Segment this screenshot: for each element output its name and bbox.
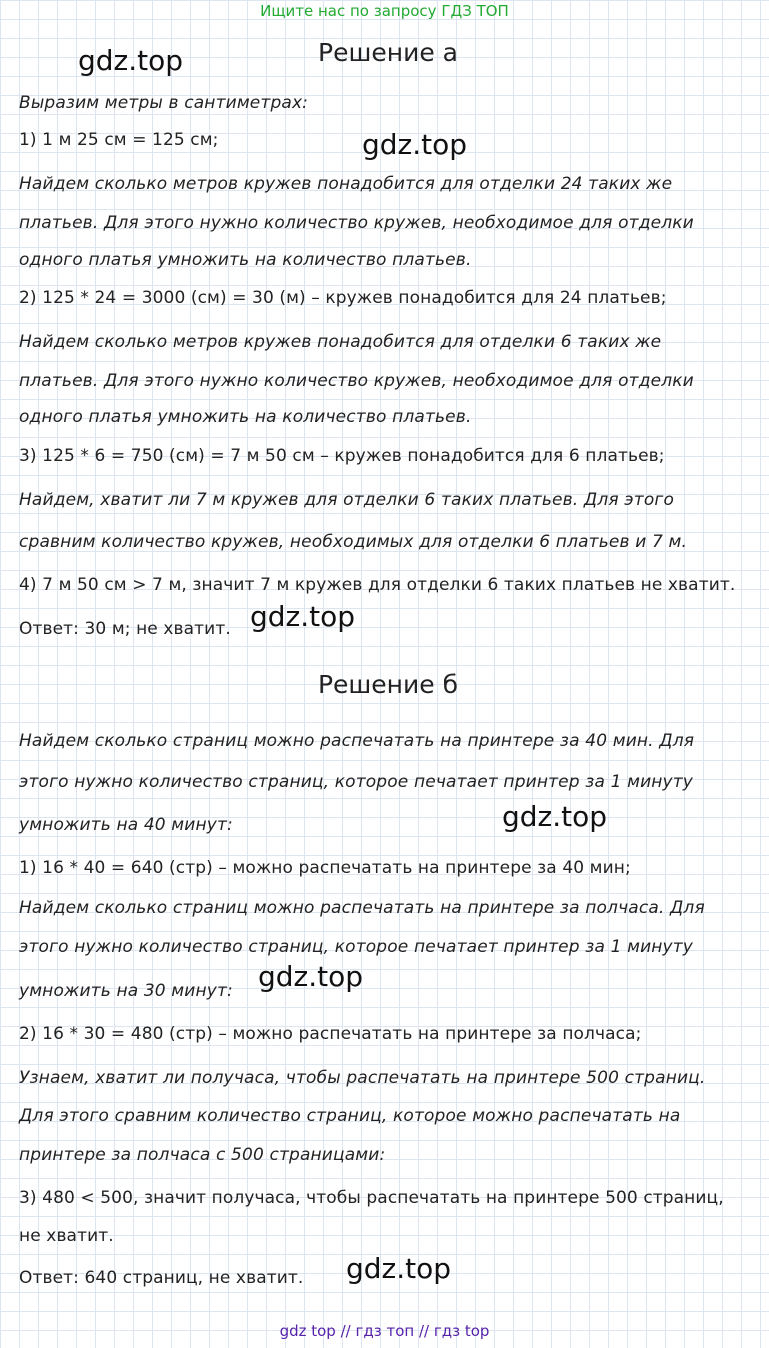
solution-line: Найдем сколько метров кружев понадобится для отделки 24 таких же [19, 174, 673, 194]
solution-line: Найдем сколько страниц можно распечатать на принтере за полчаса. Для [19, 898, 705, 918]
solution-line: умножить на 30 минут: [19, 981, 233, 1001]
watermark: gdz.top [250, 600, 356, 633]
solution-line: Найдем сколько страниц можно распечатать на принтере за 40 мин. Для [19, 731, 695, 751]
solution-line: Узнаем, хватит ли получаса, чтобы распечатать на принтере 500 страниц. [19, 1068, 706, 1088]
solution-line: не хватит. [19, 1226, 114, 1246]
solution-line: одного платья умножить на количество платьев. [19, 407, 472, 427]
solution-line: 1) 1 м 25 см = 125 см; [19, 130, 219, 150]
solution-line: платьев. Для этого нужно количество кружев, необходимое для отделки [19, 213, 694, 233]
search-banner: Ищите нас по запросу ГДЗ ТОП [260, 2, 509, 20]
watermark: gdz.top [362, 128, 468, 161]
answer-line: Ответ: 640 страниц, не хватит. [19, 1268, 304, 1288]
solution-line: одного платья умножить на количество платьев. [19, 250, 472, 270]
solution-line: Для этого сравним количество страниц, которое можно распечатать на [19, 1106, 681, 1126]
solution-line: умножить на 40 минут: [19, 815, 233, 835]
solution-line: Найдем сколько метров кружев понадобится для отделки 6 таких же [19, 332, 662, 352]
solution-line: принтере за полчаса с 500 страницами: [19, 1145, 386, 1165]
watermark: gdz.top [346, 1252, 452, 1285]
answer-line: Ответ: 30 м; не хватит. [19, 619, 231, 639]
solution-line: Выразим метры в сантиметрах: [19, 93, 309, 113]
solution-line: платьев. Для этого нужно количество кружев, необходимое для отделки [19, 371, 694, 391]
watermark: gdz.top [78, 44, 184, 77]
section-b-title: Решение б [317, 670, 459, 699]
solution-line: 3) 125 * 6 = 750 (см) = 7 м 50 см – кружев понадобится для 6 платьев; [19, 446, 665, 466]
watermark: gdz.top [258, 960, 364, 993]
solution-line: этого нужно количество страниц, которое печатает принтер за 1 минуту [19, 937, 694, 957]
watermark: gdz.top [502, 800, 608, 833]
solution-line: сравним количество кружев, необходимых для отделки 6 платьев и 7 м. [19, 532, 688, 552]
solution-line: этого нужно количество страниц, которое печатает принтер за 1 минуту [19, 772, 694, 792]
section-a-title: Решение а [318, 38, 458, 67]
solution-line: 3) 480 < 500, значит получаса, чтобы распечатать на принтере 500 страниц, [19, 1188, 724, 1208]
solution-line: Найдем, хватит ли 7 м кружев для отделки 6 таких платьев. Для этого [19, 490, 675, 510]
footer-links: gdz top // гдз топ // гдз top [279, 1322, 490, 1340]
solution-line: 4) 7 м 50 см > 7 м, значит 7 м кружев для отделки 6 таких платьев не хватит. [19, 575, 736, 595]
solution-line: 2) 125 * 24 = 3000 (см) = 30 (м) – кружев понадобится для 24 платьев; [19, 288, 667, 308]
solution-line: 1) 16 * 40 = 640 (стр) – можно распечатать на принтере за 40 мин; [19, 858, 631, 878]
solution-line: 2) 16 * 30 = 480 (стр) – можно распечатать на принтере за полчаса; [19, 1024, 642, 1044]
